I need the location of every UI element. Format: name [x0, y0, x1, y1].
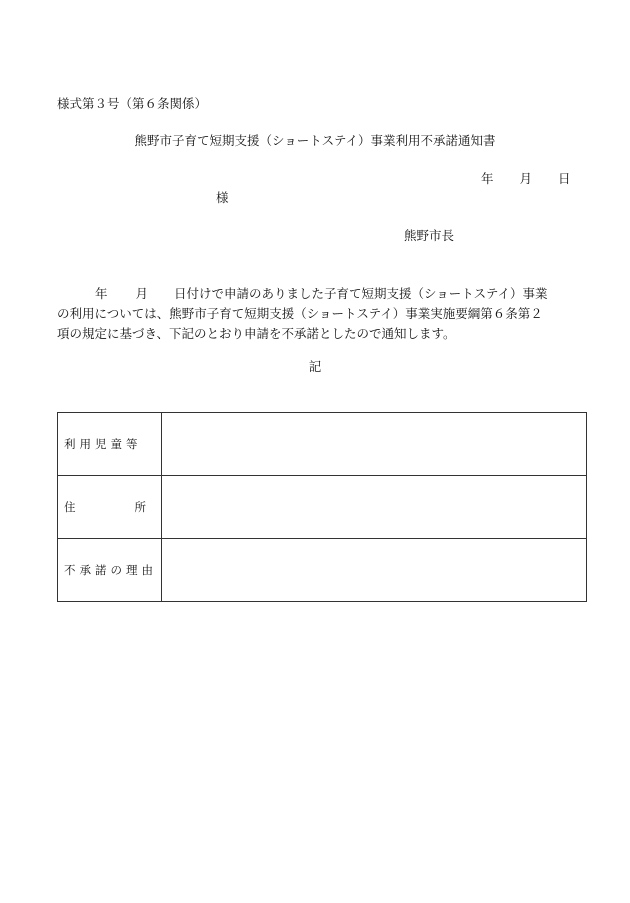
body-line-1-text: 日付けで申請のありました子育て短期支援（ショートステイ）事業	[174, 286, 548, 301]
row-label-children: 利用児童等	[58, 413, 162, 476]
row-label-address	[58, 476, 162, 539]
table-row-children	[58, 413, 587, 476]
body-year: 年	[95, 286, 108, 301]
table-row-reason	[58, 539, 587, 602]
addressee-suffix: 様	[216, 190, 229, 205]
row-value-children	[162, 413, 587, 476]
body-line-1	[57, 284, 577, 304]
date-line	[481, 173, 571, 186]
row-value-address	[162, 476, 587, 539]
date-year: 年	[481, 171, 494, 186]
table-row-address	[58, 476, 587, 539]
notice-body	[57, 284, 577, 344]
body-line-3: 項の規定に基づき、下記のとおり申請を不承諾としたので通知します。	[57, 326, 456, 341]
document-title: 熊野市子育て短期支援（ショートステイ）事業利用不承諾通知書	[134, 133, 496, 148]
body-line-2: の利用については、熊野市子育て短期支援（ショートステイ）事業実施要綱第６条第２	[57, 306, 543, 321]
form-number: 様式第３号（第６条関係）	[57, 96, 208, 111]
sender-name: 熊野市長	[404, 228, 455, 243]
date-day: 日	[558, 171, 571, 186]
address-label-part-1: 住	[64, 500, 76, 514]
ki-heading: 記	[308, 359, 322, 374]
body-month: 月	[135, 286, 149, 301]
address-label-part-2: 所	[134, 500, 146, 514]
row-label-reason: 不承諾の理由	[58, 539, 162, 602]
info-table	[57, 412, 587, 602]
date-month: 月	[519, 171, 533, 186]
row-value-reason	[162, 539, 587, 602]
